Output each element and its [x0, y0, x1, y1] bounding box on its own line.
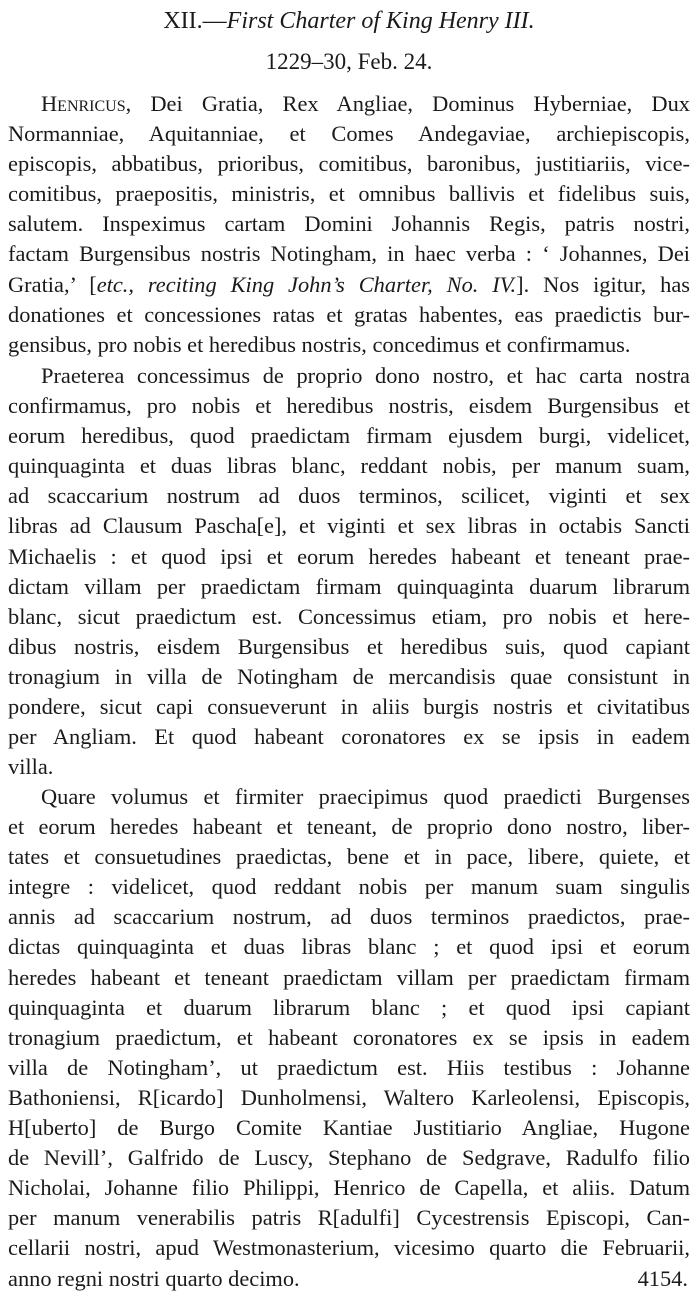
text-line: dictas quinquaginta et duas libras blanc ; et quod ipsi et eorum	[8, 934, 690, 960]
paragraph-1	[8, 89, 690, 360]
text-line: blanc, sicut praedictum est. Concessimus etiam, pro nobis et here-	[8, 603, 690, 629]
text-line: Gratia,’ [etc., reciting King John’s Charter, No. IV.]. Nos igitur, has	[8, 271, 691, 297]
text-line: anno regni nostri quarto decimo.	[8, 1265, 300, 1291]
text-line: integre : videlicet, quod reddant nobis per manum suam singulis	[8, 874, 690, 900]
editorial-note: etc., reciting King John’s Charter, No. IV.	[96, 271, 517, 297]
text-line: gensibus, pro nobis et heredibus nostris, concedimus et confirmamus.	[8, 331, 631, 357]
text-line: heredes habeant et teneant praedictam villam per praedictam firmam	[8, 964, 690, 990]
paragraph-2	[8, 361, 690, 782]
text-line: per Angliam. Et quod habeant coronatores ex se ipsis in eadem	[8, 724, 690, 750]
section-date: 1229–30, Feb. 24.	[265, 49, 433, 74]
text-line: ad scaccarium nostrum ad duos terminos, scilicet, viginti et sex	[8, 483, 690, 509]
section-heading	[8, 6, 690, 36]
text-line: Nicholai, Johanne filio Philippi, Henrico de Capella, et aliis. Datum	[8, 1175, 690, 1201]
text-line: tronagium praedictum, et habeant coronatores ex se ipsis in eadem	[8, 1024, 690, 1050]
text-line: Quare volumus et firmiter praecipimus quod praedicti Burgenses	[41, 784, 690, 809]
text-line: tronagium in villa de Notingham de mercandisis quae consistunt in	[8, 663, 690, 689]
section-number: XII.—	[163, 8, 227, 34]
opening-word: Henricus	[41, 91, 126, 116]
text-line: cellarii nostri, apud Westmonasterium, vicesimo quarto die Februarii,	[8, 1235, 690, 1261]
text-line: episcopis, abbatibus, prioribus, comitibus, baronibus, justitiariis, vice-	[8, 151, 690, 177]
text-line: Bathoniensi, R[icardo] Dunholmensi, Waltero Karleolensi, Episcopis,	[8, 1084, 690, 1110]
text-line: Normanniae, Aquitanniae, et Comes Andegaviae, archiepiscopis,	[8, 121, 690, 147]
text-line: villa de Notingham’, ut praedictum est. Hiis testibus : Johanne	[8, 1054, 690, 1080]
text-line: Praeterea concessimus de proprio dono nostro, et hac carta nostra	[41, 363, 690, 388]
text-line: donationes et concessiones ratas et gratas habentes, eas praedictis bur-	[8, 301, 690, 327]
text-line: eorum heredibus, quod praedictam firmam ejusdem burgi, videlicet,	[8, 423, 690, 449]
text-line: salutem. Inspeximus cartam Domini Johannis Regis, patris nostri,	[8, 211, 690, 237]
text-line: Henricus, Dei Gratia, Rex Angliae, Dominus Hyberniae, Dux	[41, 91, 690, 116]
text-line: villa.	[8, 754, 54, 780]
text-line: annis ad scaccarium nostrum, ad duos terminos praedictos, prae-	[8, 904, 690, 930]
text-line: quinquaginta et duarum librarum blanc ; et quod ipsi capiant	[8, 994, 690, 1020]
text-line: per manum venerabilis patris R[adulfi] Cycestrensis Episcopi, Can-	[8, 1205, 690, 1231]
text-line: tates et consuetudines praedictas, bene et in pace, libere, quiete, et	[8, 844, 690, 870]
section-title: First Charter of King Henry III.	[226, 8, 535, 34]
text-line: comitibus, praepositis, ministris, et omnibus ballivis et fidelibus suis,	[8, 181, 690, 207]
text-line: libras ad Clausum Pascha[e], et viginti et sex libras in octabis Sancti	[8, 513, 690, 539]
reference-number: 4154.	[637, 1266, 688, 1291]
text-line: dictam villam per praedictam firmam quinquaginta duarum librarum	[8, 573, 690, 599]
text-line: de Nevill’, Galfrido de Luscy, Stephano de Sedgrave, Radulfo filio	[8, 1145, 690, 1171]
text-line: Michaelis : et quod ipsi et eorum heredes habeant et teneant prae-	[8, 543, 690, 569]
paragraph-3	[8, 782, 690, 1294]
text-line: confirmamus, pro nobis et heredibus nostris, eisdem Burgensibus et	[8, 393, 690, 419]
text-line: quinquaginta et duas libras blanc, reddant nobis, per manum suam,	[8, 453, 690, 479]
text-line: factam Burgensibus nostris Notingham, in haec verba : ‘ Johannes, Dei	[8, 241, 690, 267]
text-line: dibus nostris, eisdem Burgensibus et heredibus suis, quod capiant	[8, 633, 690, 659]
text-line: H[uberto] de Burgo Comite Kantiae Justitiario Angliae, Hugone	[8, 1115, 690, 1141]
text-line: et eorum heredes habeant et teneant, de proprio dono nostro, liber-	[8, 814, 690, 840]
text-line: pondere, sicut capi consueverunt in aliis burgis nostris et civitatibus	[8, 694, 690, 720]
